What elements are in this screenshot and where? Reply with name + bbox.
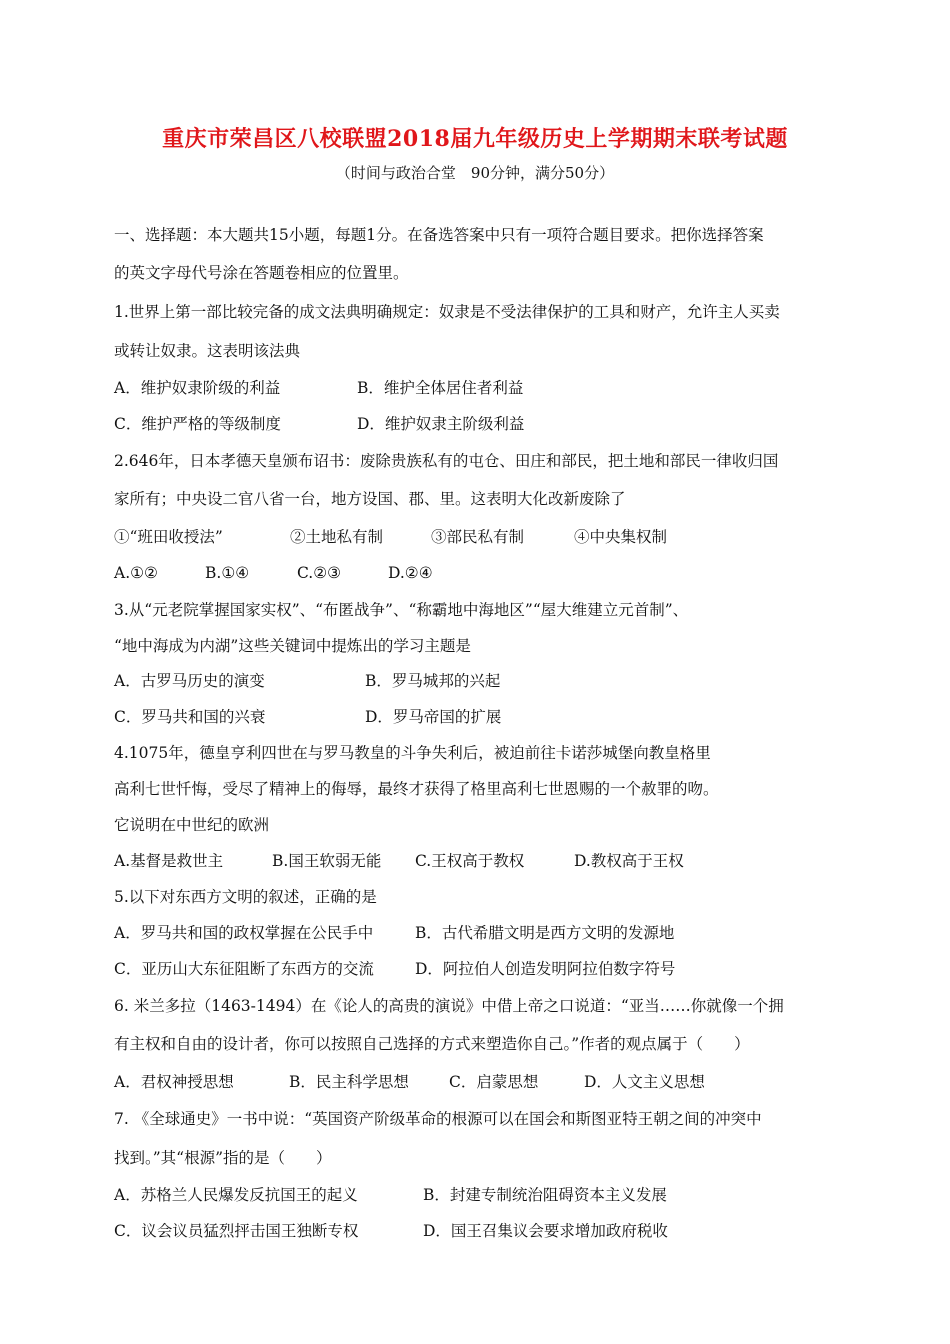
question-3-option-d: D．罗马帝国的扩展 [365,708,502,726]
question-4-option-c: C.王权高于教权 [415,852,525,870]
question-1-option-a: A．维护奴隶阶级的利益 [114,379,281,397]
question-5-option-b: B．古代希腊文明是西方文明的发源地 [415,924,675,942]
section-heading-line-2: 的英文字母代号涂在答题卷相应的位置里。 [114,264,409,282]
question-4-stem-line-1: 4.1075年，德皇亨利四世在与罗马教皇的斗争失利后，被迫前往卡诺莎城堡向教皇格里 [114,744,711,762]
question-6-option-c: C．启蒙思想 [449,1073,539,1091]
question-2-stem-line-1: 2.646年，日本孝德天皇颁布诏书：废除贵族私有的屯仓、田庄和部民，把土地和部民一律收归国 [114,452,779,470]
question-1-option-c: C．维护严格的等级制度 [114,415,281,433]
question-4-option-b: B.国王软弱无能 [272,852,382,870]
question-1-stem-line-1: 1.世界上第一部比较完备的成文法典明确规定：奴隶是不受法律保护的工具和财产，允许主人买卖 [114,303,780,321]
question-4-option-d: D.教权高于王权 [574,852,684,870]
question-6-option-a: A．君权神授思想 [114,1073,234,1091]
question-5-option-a: A．罗马共和国的政权掌握在公民手中 [114,924,374,942]
question-7-option-c: C．议会议员猛烈抨击国王独断专权 [114,1222,359,1240]
exam-subtitle: （时间与政治合堂 90分钟，满分50分） [335,164,615,182]
question-2-item-1: ①“班田收授法” [114,528,223,546]
question-1-option-d: D．维护奴隶主阶级利益 [357,415,525,433]
question-7-stem-line-2: 找到。”其“根源”指的是（ ） [114,1149,332,1167]
question-2-option-b: B.①④ [205,564,250,582]
question-6-option-b: B．民主科学思想 [289,1073,409,1091]
question-4-option-a: A.基督是救世主 [114,852,224,870]
question-7-stem-line-1: 7. 《全球通史》一书中说：“英国资产阶级革命的根源可以在国会和斯图亚特王朝之间的冲突中 [114,1110,762,1128]
question-2-item-3: ③部民私有制 [431,528,525,546]
question-2-option-d: D.②④ [388,564,433,582]
question-7-option-a: A．苏格兰人民爆发反抗国王的起义 [114,1186,358,1204]
question-5-stem: 5.以下对东西方文明的叙述，正确的是 [114,888,377,906]
question-3-option-c: C．罗马共和国的兴衰 [114,708,266,726]
question-4-stem-line-3: 它说明在中世纪的欧洲 [114,816,270,834]
question-3-option-a: A．古罗马历史的演变 [114,672,265,690]
question-3-stem-line-1: 3.从“元老院掌握国家实权”、“布匿战争”、“称霸地中海地区”“屋大维建立元首制”、 [114,601,689,619]
question-1-option-b: B．维护全体居住者利益 [357,379,524,397]
question-6-stem-line-2: 有主权和自由的设计者，你可以按照自己选择的方式来塑造你自己。”作者的观点属于（ ） [114,1035,750,1053]
question-2-item-2: ②土地私有制 [290,528,384,546]
question-2-option-c: C.②③ [297,564,342,582]
question-7-option-b: B．封建专制统治阻碍资本主义发展 [423,1186,667,1204]
question-2-stem-line-2: 家所有；中央设二官八省一台，地方设国、郡、里。这表明大化改新废除了 [114,490,626,508]
question-3-stem-line-2: “地中海成为内湖”这些关键词中提炼出的学习主题是 [114,637,471,655]
question-3-option-b: B．罗马城邦的兴起 [365,672,501,690]
question-7-option-d: D．国王召集议会要求增加政府税收 [423,1222,668,1240]
section-heading-line-1: 一、选择题：本大题共15小题，每题1分。在备选答案中只有一项符合题目要求。把你选择答案 [114,226,764,244]
question-5-option-c: C．亚历山大东征阻断了东西方的交流 [114,960,374,978]
question-5-option-d: D．阿拉伯人创造发明阿拉伯数字符号 [415,960,676,978]
exam-title: 重庆市荣昌区八校联盟2018届九年级历史上学期期末联考试题 [162,126,788,152]
question-6-stem-line-1: 6. 米兰多拉（1463-1494）在《论人的高贵的演说》中借上帝之口说道：“亚当……你就像一个拥 [114,997,784,1015]
question-2-option-a: A.①② [114,564,158,582]
question-6-option-d: D．人文主义思想 [584,1073,705,1091]
question-1-stem-line-2: 或转让奴隶。这表明该法典 [114,342,301,360]
question-4-stem-line-2: 高利七世忏悔，受尽了精神上的侮辱，最终才获得了格里高利七世恩赐的一个赦罪的吻。 [114,780,719,798]
question-2-item-4: ④中央集权制 [574,528,668,546]
